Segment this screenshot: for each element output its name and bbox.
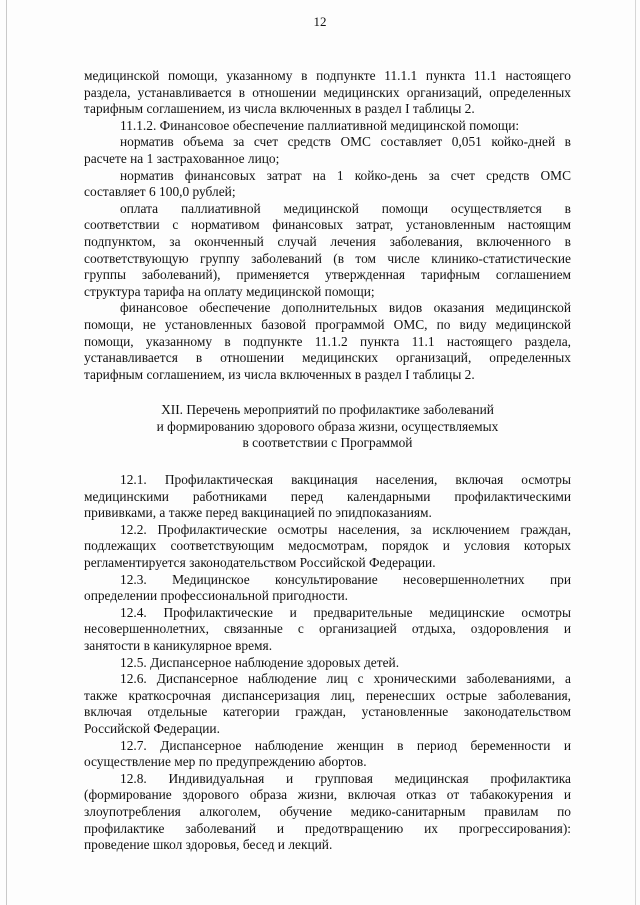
text-line: злоупотребления алкоголем, обучение медико-санитарным правилам по: [84, 803, 571, 819]
text-line: регламентируется законодательством Российской Федерации.: [84, 555, 436, 571]
text-line: прививками, а также перед вакцинацией по эпидпоказаниям.: [84, 505, 432, 521]
text-line: 12.4. Профилактические и предварительные медицинские осмотры: [120, 604, 571, 620]
text-line: 12.2. Профилактические осмотры населения, за исключением граждан,: [120, 521, 571, 537]
text-line: проведение школ здоровья, бесед и лекций.: [84, 837, 333, 853]
text-line: также краткосрочная диспансеризация лиц, перенесших острые заболевания,: [84, 687, 571, 703]
text-line: 12.8. Индивидуальная и групповая медицинская профилактика: [120, 770, 571, 786]
text-line: 12.3. Медицинское консультирование несовершеннолетних при: [120, 571, 571, 587]
text-line: определении профессиональной пригодности.: [84, 588, 349, 604]
text-line: несовершеннолетних, связанные с организацией отдыха, оздоровления и: [84, 621, 571, 637]
text-line: расчете на 1 застрахованное лицо;: [84, 150, 280, 166]
heading-line: и формированию здорового образа жизни, осуществляемых: [156, 418, 499, 434]
heading-line: в соответствии с Программой: [242, 435, 413, 451]
text-line: занятости в каникулярное время.: [84, 638, 273, 653]
document-body: [84, 68, 571, 854]
text-line: норматив финансовых затрат на 1 койко-день за счет средств ОМС: [120, 167, 571, 183]
text-line: помощи, не установленных базовой программой ОМС, по виду медицинской: [84, 316, 571, 332]
text-line: тарифным соглашением, из числа включенных в раздел I таблицы 2.: [84, 101, 475, 117]
section-xii-heading: [84, 402, 571, 452]
text-line: тарифным соглашением, из числа включенных в раздел I таблицы 2.: [84, 366, 475, 382]
text-line: (формирование здорового образа жизни, включая отказ от табакокурения и: [84, 787, 571, 803]
scan-edge-right: [635, 0, 636, 905]
text-line: профилактике заболеваний и предотвращению их прогрессирования):: [84, 820, 571, 836]
text-line: 12.7. Диспансерное наблюдение женщин в период беременности и: [120, 737, 571, 753]
text-line: оплата паллиативной медицинской помощи осуществляется в: [120, 200, 571, 216]
text-line: осуществление мер по предупреждению абортов.: [84, 754, 367, 770]
text-line: раздела, устанавливается в отношении медицинских организаций, определенных: [84, 84, 571, 100]
heading-line: XII. Перечень мероприятий по профилактике заболеваний: [161, 402, 494, 418]
text-line: медицинской помощи, указанному в подпункте 11.1.1 пункта 11.1 настоящего: [84, 68, 571, 83]
text-line: соответствии с нормативом финансовых затрат, установленным настоящим: [84, 217, 571, 233]
text-line: 12.1. Профилактическая вакцинация населения, включая осмотры: [120, 472, 571, 488]
text-line: помощи, указанному в подпункте 11.1.2 пункта 11.1 настоящего раздела,: [84, 333, 571, 349]
section-xii-list: [84, 472, 571, 854]
scan-edge-left: [6, 0, 7, 905]
text-line: группы заболеваний), применяется утвержденная тарифным соглашением: [84, 267, 571, 283]
text-line: Российской Федерации.: [84, 720, 220, 736]
text-line: 12.6. Диспансерное наблюдение лиц с хроническими заболеваниями, а: [120, 671, 571, 687]
text-line: включая отдельные категории граждан, установленные законодательством: [84, 704, 571, 720]
text-line: подлежащих соответствующим медосмотрам, порядок и условия которых: [84, 538, 571, 554]
section-xi-continuation: [84, 68, 571, 383]
text-line: соответствующую группу заболеваний (в том числе клинико-статистические: [84, 250, 571, 266]
text-line: медицинскими работниками перед календарными профилактическими: [84, 488, 571, 504]
text-line: подпунктом, за оконченный случай лечения заболевания, включенного в: [84, 233, 571, 249]
text-line: 12.5. Диспансерное наблюдение здоровых детей.: [120, 654, 400, 670]
text-line: устанавливается в отношении медицинских организаций, определенных: [84, 350, 571, 366]
text-line: структура тарифа на оплату медицинской помощи;: [84, 283, 375, 299]
text-line: составляет 6 100,0 рублей;: [84, 184, 236, 200]
text-line: финансовое обеспечение дополнительных видов оказания медицинской: [120, 300, 571, 316]
text-line: норматив объема за счет средств ОМС составляет 0,051 койко-дней в: [120, 134, 571, 150]
page-number: 12: [313, 14, 327, 29]
text-line: 11.1.2. Финансовое обеспечение паллиативной медицинской помощи:: [120, 117, 520, 133]
